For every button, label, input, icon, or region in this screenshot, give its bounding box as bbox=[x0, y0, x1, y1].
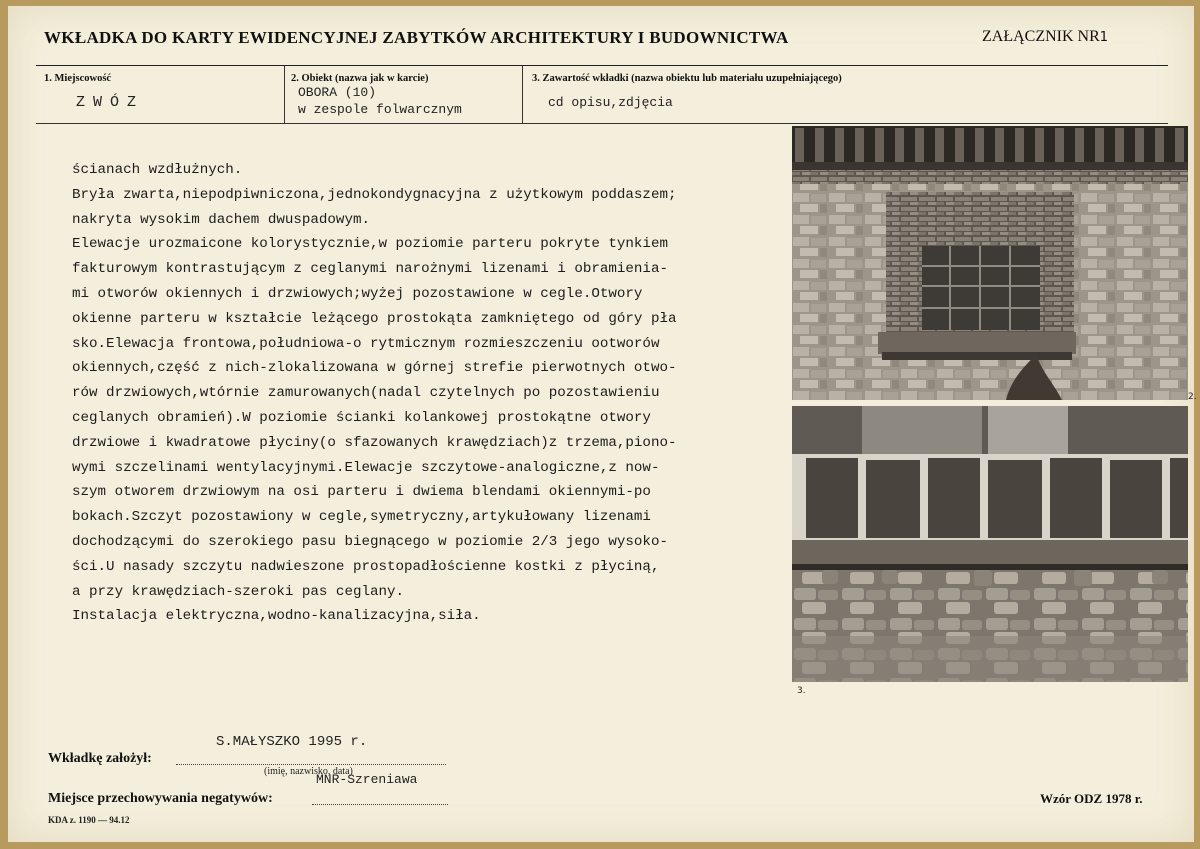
description-line: sko.Elewacja frontowa,południowa-o rytmicznym rozmieszczeniu ootworów bbox=[72, 335, 660, 352]
photo-window-image bbox=[792, 126, 1188, 400]
field-divider bbox=[522, 66, 523, 123]
description-line: ści.U nasady szczytu nadwieszone prostopadłościenne kostki z płyciną, bbox=[72, 558, 660, 575]
description-line: rów drzwiowych,wtórnie zamurowanych(nadal czytelnych po pozostawieniu bbox=[72, 385, 660, 402]
photo-window bbox=[792, 126, 1188, 400]
annex-number: 1 bbox=[1099, 30, 1109, 45]
description-line: okienne parteru w kształcie leżącego prostokąta zamkniętego od góry pła bbox=[72, 310, 677, 327]
form-title: WKŁADKA DO KARTY EWIDENCYJNEJ ZABYTKÓW ARCHITEKTURY I BUDOWNICTWA bbox=[44, 28, 789, 47]
field-2-label: 2. Obiekt (nazwa jak w karcie) bbox=[291, 73, 429, 84]
form-code: KDA z. 1190 — 94.12 bbox=[48, 815, 130, 825]
field-1-label: 1. Miejscowość bbox=[44, 73, 112, 84]
description-line: ścianach wzdłużnych. bbox=[72, 162, 243, 178]
fields-rule bbox=[36, 123, 1168, 124]
description-line: mi otworów okiennych i drzwiowych;wyżej pozostawione w cegle.Otwory bbox=[72, 285, 643, 302]
author-value: S.MAŁYSZKO 1995 r. bbox=[216, 734, 368, 750]
author-hint: (imię, nazwisko, data) bbox=[264, 766, 353, 777]
photo-brickwork bbox=[792, 406, 1188, 682]
annex-label bbox=[982, 28, 1108, 46]
description-line: Bryła zwarta,niepodpiwniczona,jednokondygnacyjna z użytkowym poddaszem; bbox=[72, 186, 677, 203]
field-2-value-line2: w zespole folwarcznym bbox=[298, 102, 462, 117]
storage-value: MNR-Szreniawa bbox=[316, 772, 418, 787]
description-line: wymi szczelinami wentylacyjnymi.Elewacje szczytowe-analogiczne,z now- bbox=[72, 459, 660, 476]
description-line: fakturowym kontrastującym z ceglanymi narożnymi lizenami i obramienia- bbox=[72, 261, 668, 278]
description-line: bokach.Szczyt pozostawiony w cegle,symetryczny,artykułowany lizenami bbox=[72, 509, 651, 526]
field-divider bbox=[284, 66, 285, 123]
description-line: Elewacje urozmaicone kolorystycznie,w poziomie parteru pokryte tynkiem bbox=[72, 236, 668, 253]
storage-dotted-line bbox=[312, 804, 448, 805]
photo-brickwork-number: 3. bbox=[797, 686, 806, 696]
author-dotted-line bbox=[176, 764, 446, 765]
field-1-value: ZWÓZ bbox=[76, 94, 145, 111]
field-3-label: 3. Zawartość wkładki (nazwa obiektu lub materiału uzupełniającego) bbox=[532, 73, 842, 84]
pattern-label: Wzór ODZ 1978 r. bbox=[1040, 791, 1143, 806]
photo-window-number: 2. bbox=[1188, 392, 1197, 402]
description-line: okiennych,część z nich-zlokalizowana w górnej strefie pierwotnych otwo- bbox=[72, 360, 677, 377]
field-3-value: cd opisu,zdjęcia bbox=[548, 95, 673, 110]
annex-label-text: ZAŁĄCZNIK NR bbox=[982, 28, 1100, 45]
description-line: Instalacja elektryczna,wodno-kanalizacyjna,siła. bbox=[72, 608, 481, 625]
photo-brickwork-image bbox=[792, 406, 1188, 682]
header-rule bbox=[36, 65, 1168, 66]
description-text bbox=[72, 158, 802, 629]
description-line: drzwiowe i kwadratowe płyciny(o sfazowanych krawędziach)z trzema,piono- bbox=[72, 434, 677, 451]
description-line: ceglanych obramień).W poziomie ścianki kolankowej prostokątne otwory bbox=[72, 409, 651, 426]
description-line: szym otworem drzwiowym na osi parteru i dwiema blendami okiennymi-po bbox=[72, 484, 651, 501]
description-line: nakryta wysokim dachem dwuspadowym. bbox=[72, 211, 370, 228]
description-line: a przy krawędziach-szeroki pas ceglany. bbox=[72, 583, 405, 600]
storage-label: Miejsce przechowywania negatywów: bbox=[48, 791, 273, 806]
author-label: Wkładkę założył: bbox=[48, 751, 152, 766]
description-line: dochodzącymi do szerokiego pasu biegnącego w poziomie 2/3 jego wysoko- bbox=[72, 533, 668, 550]
field-2-value-line1: OBORA (10) bbox=[298, 85, 377, 100]
